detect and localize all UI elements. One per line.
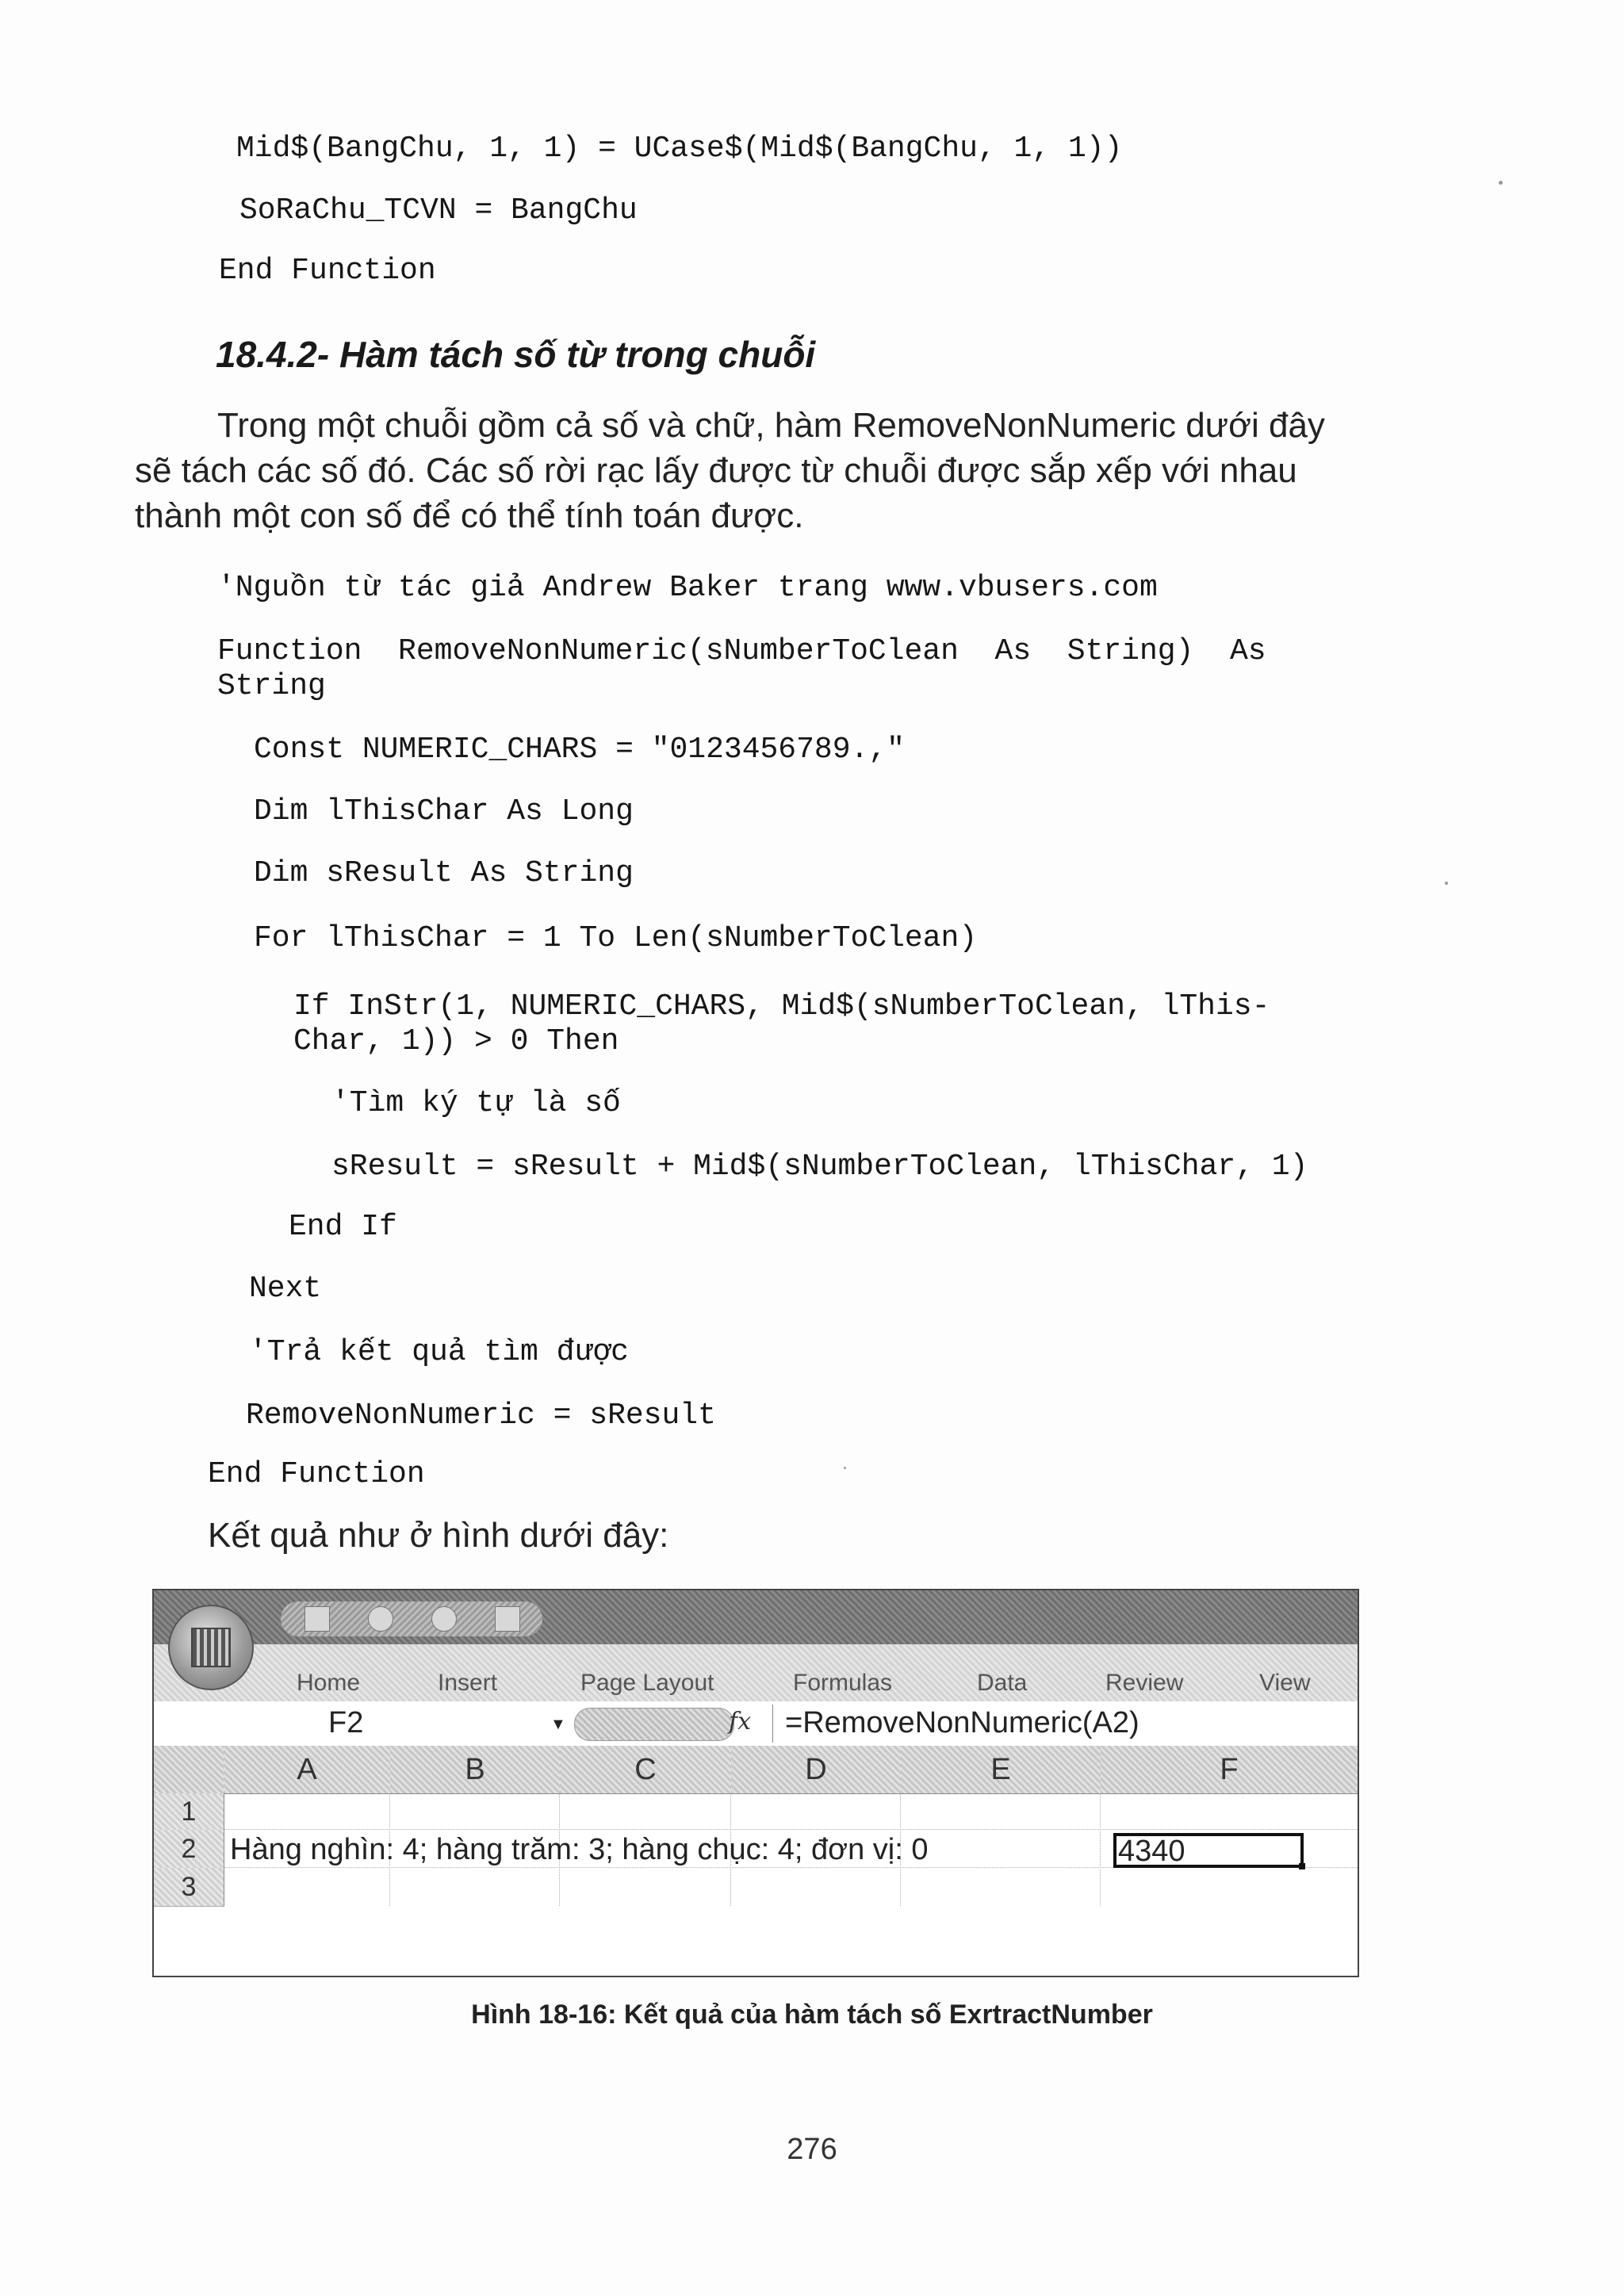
code-line: End Function (219, 254, 436, 288)
result-intro: Kết quả như ở hình dưới đây: (208, 1516, 669, 1555)
code-line: Dim sResult As String (254, 856, 634, 890)
quick-access-toolbar[interactable] (281, 1601, 542, 1636)
undo-icon[interactable] (368, 1606, 393, 1632)
office-button[interactable] (168, 1605, 254, 1690)
gridline (1100, 1793, 1101, 1906)
formula-buttons[interactable] (574, 1708, 734, 1741)
gridline (224, 1829, 1358, 1830)
code-line: Char, 1)) > 0 Then (293, 1024, 619, 1058)
scan-speck (1445, 882, 1448, 885)
save-icon[interactable] (304, 1606, 330, 1632)
column-header[interactable]: B (390, 1746, 561, 1794)
code-line: If InStr(1, NUMERIC_CHARS, Mid$(sNumberToClean, lThis- (293, 989, 1270, 1024)
paragraph-line: sẽ tách các số đó. Các số rời rạc lấy được từ chuỗi được sắp xếp với nhau (135, 451, 1297, 490)
code-line: End If (289, 1210, 397, 1244)
code-line: SoRaChu_TCVN = BangChu (239, 193, 638, 228)
code-line: sResult = sResult + Mid$(sNumberToClean, lThisChar, 1) (331, 1150, 1308, 1184)
row-header[interactable]: 2 (154, 1830, 224, 1869)
name-box[interactable]: F2 (328, 1706, 364, 1739)
row-header[interactable]: 3 (154, 1868, 224, 1907)
scan-speck (1499, 181, 1503, 185)
code-line: RemoveNonNumeric = sResult (246, 1399, 716, 1433)
divider (772, 1705, 773, 1743)
body-paragraph (135, 403, 1419, 538)
column-header[interactable]: D (731, 1746, 902, 1794)
code-line: Dim lThisChar As Long (254, 794, 634, 828)
row-header[interactable]: 1 (154, 1793, 224, 1831)
paragraph-line: Trong một chuỗi gồm cả số và chữ, hàm RemoveNonNumeric dưới đây (217, 406, 1325, 445)
insert-function-icon[interactable]: fx (729, 1708, 752, 1735)
column-header[interactable]: E (901, 1746, 1101, 1794)
tab-page-layout[interactable]: Page Layout (580, 1670, 714, 1696)
chevron-down-icon[interactable]: ▼ (550, 1716, 566, 1733)
column-header[interactable]: C (560, 1746, 732, 1794)
section-heading: 18.4.2- Hàm tách số từ trong chuỗi (216, 334, 816, 375)
cell-f2-selected[interactable] (1113, 1833, 1304, 1868)
print-icon[interactable] (495, 1606, 520, 1632)
tab-formulas[interactable]: Formulas (793, 1670, 893, 1696)
code-line: Mid$(BangChu, 1, 1) = UCase$(Mid$(BangChu, 1, 1)) (236, 132, 1123, 166)
formula-input[interactable]: =RemoveNonNumeric(A2) (785, 1706, 1139, 1739)
code-comment: 'Trả kết quả tìm được (249, 1335, 629, 1369)
page-number: 276 (787, 2133, 837, 2166)
figure-caption: Hình 18-16: Kết quả của hàm tách số ExrtractNumber (471, 1999, 1153, 2030)
code-line: Next (249, 1272, 322, 1306)
redo-icon[interactable] (431, 1606, 457, 1632)
tab-home[interactable]: Home (297, 1670, 361, 1696)
column-header[interactable]: F (1101, 1746, 1358, 1794)
tab-view[interactable]: View (1259, 1670, 1311, 1696)
tab-data[interactable]: Data (977, 1670, 1028, 1696)
paragraph-line: thành một con số để có thể tính toán được. (135, 496, 804, 535)
code-line: String (217, 669, 326, 703)
code-line: For lThisChar = 1 To Len(sNumberToClean) (254, 921, 978, 955)
select-all-corner[interactable] (154, 1746, 224, 1794)
code-line: Const NUMERIC_CHARS = "0123456789.," (254, 733, 905, 767)
scan-speck (844, 1467, 846, 1469)
excel-screenshot (152, 1589, 1359, 1977)
code-line: Function RemoveNonNumeric(sNumberToClean As String) As (217, 634, 1266, 668)
tab-insert[interactable]: Insert (438, 1670, 498, 1696)
column-header[interactable]: A (224, 1746, 391, 1794)
code-comment: 'Nguồn từ tác giả Andrew Baker trang www.vbusers.com (217, 571, 1158, 605)
office-logo-icon (191, 1628, 231, 1667)
code-comment: 'Tìm ký tự là số (331, 1086, 621, 1120)
excel-title-bar (154, 1590, 1358, 1644)
cell-f2-value: 4340 (1118, 1835, 1185, 1868)
formula-bar (154, 1701, 1358, 1747)
cell-a2[interactable]: Hàng nghìn: 4; hàng trăm: 3; hàng chục: 4; đơn vị: 0 (230, 1833, 929, 1866)
tab-review[interactable]: Review (1105, 1670, 1184, 1696)
ribbon-tabs (154, 1644, 1358, 1702)
code-line: End Function (208, 1457, 425, 1491)
fill-handle[interactable] (1299, 1863, 1305, 1869)
